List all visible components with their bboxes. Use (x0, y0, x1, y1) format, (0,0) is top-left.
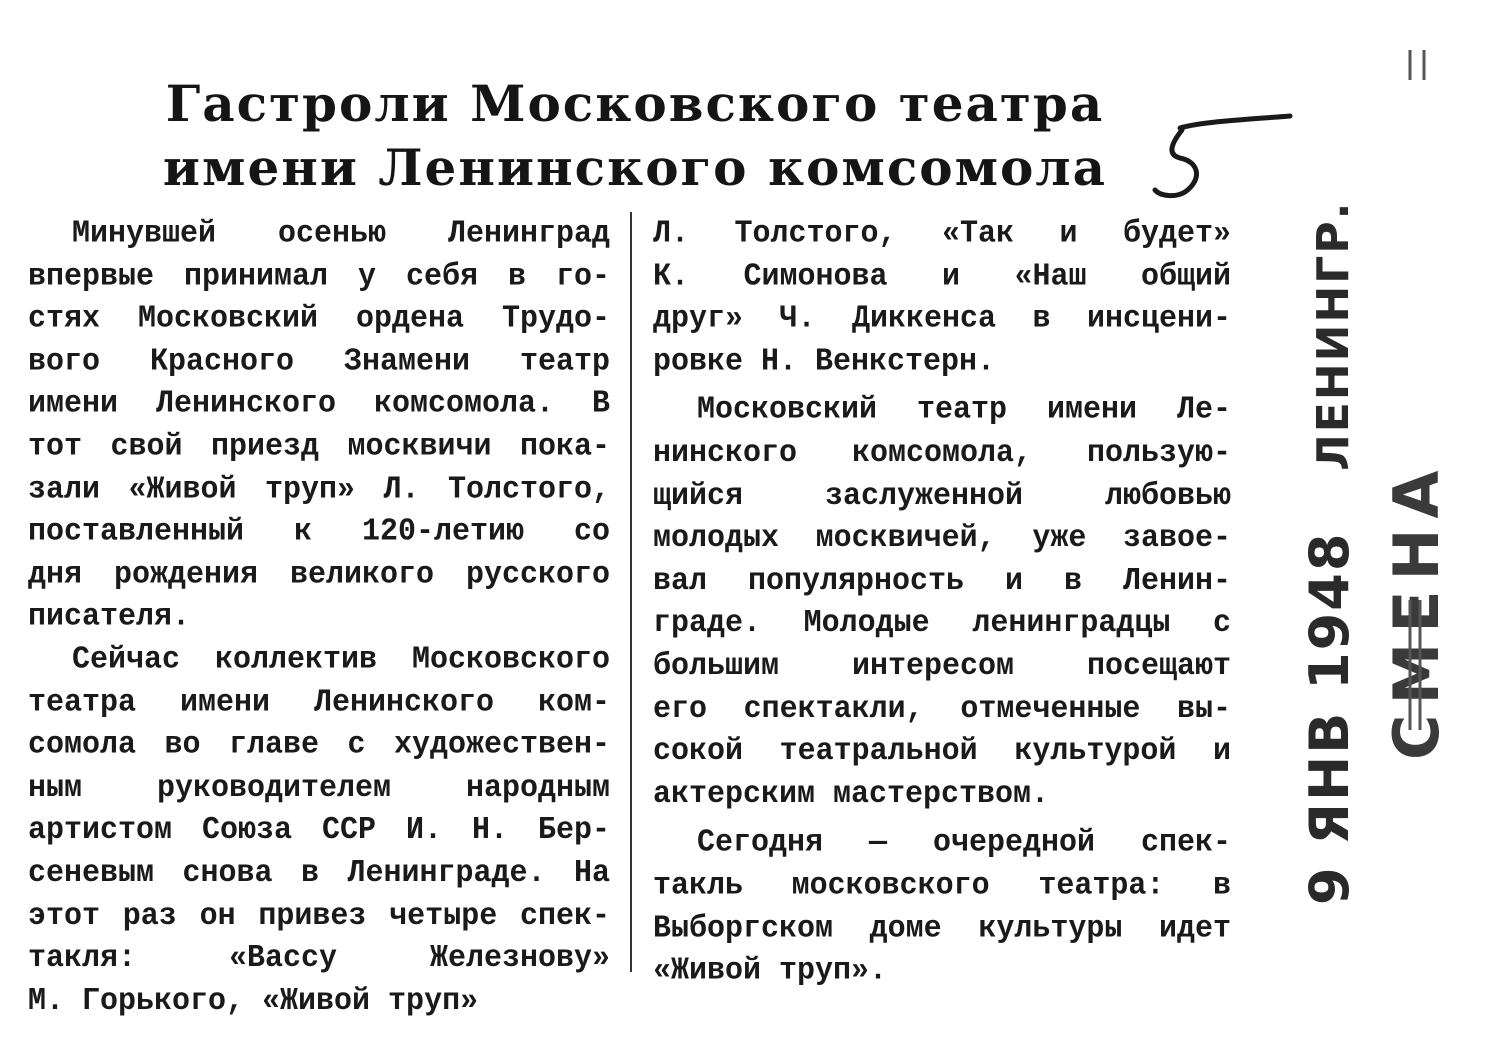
date-stamp-text: 9 ЯНВ 1948 (1298, 531, 1361, 905)
paragraph (653, 213, 1231, 383)
city-stamp-text: ЛЕНИНГР. (1308, 200, 1359, 471)
text-line: впервые принимал у себя в го- (28, 258, 610, 295)
text-line: «Живой труп». (653, 953, 888, 990)
text-line: тот свой приезд москвичи пока- (28, 429, 610, 465)
text-line: такль московского театра: в (653, 868, 1231, 904)
text-line: Сегодня — очередной спек- (697, 825, 1231, 862)
text-line: Л. Толстого, «Так и будет» (653, 216, 1231, 252)
right-column (653, 213, 1231, 993)
text-line: актерским мастерством. (653, 776, 1050, 813)
article-headline (150, 72, 1120, 200)
text-line: вал популярность и в Ленин- (653, 563, 1231, 600)
text-line: поставленный к 120-летию со (28, 514, 610, 551)
date-stamp (1298, 201, 1361, 905)
text-line: М. Горького, «Живой труп» (28, 983, 479, 1020)
paragraph (653, 390, 1231, 816)
text-line: щийся заслуженной любовью (653, 478, 1231, 514)
text-line: Сейчас коллектив Московского (72, 642, 610, 679)
text-line: ровке Н. Венкстерн. (653, 344, 996, 380)
paragraph (28, 213, 610, 639)
text-line: сомола во главе с художествен- (28, 727, 610, 764)
stamp-ruling-marks (1380, 40, 1440, 740)
text-line: Минувшей осенью Ленинград (72, 216, 610, 252)
text-line: вого Красного Знамени театр (28, 344, 610, 380)
text-line: друг» Ч. Диккенса в инсцени- (653, 301, 1231, 338)
text-line: дня рождения великого русского (28, 557, 610, 593)
left-column (28, 213, 610, 1023)
text-line: Московский театр имени Ле- (697, 392, 1231, 429)
text-line: ным руководителем народным (28, 770, 610, 806)
text-line: писателя. (28, 599, 191, 636)
text-line: его спектакли, отмеченные вы- (653, 691, 1231, 728)
text-line: артистом Союза ССР И. Н. Бер- (28, 812, 610, 849)
text-line: большим интересом посещают (653, 648, 1231, 685)
headline-line-1: Гастроли Московского театра (165, 74, 1105, 133)
text-line: зали «Живой труп» Л. Толстого, (28, 471, 610, 508)
text-line: такля: «Вассу Железнову» (28, 940, 610, 977)
margin-number-text: 5 (1140, 110, 1141, 111)
text-line: сокой театральной культурой и (653, 733, 1231, 770)
text-line: стях Московский ордена Трудо- (28, 301, 610, 338)
text-line: имени Ленинского комсомола. В (28, 386, 610, 423)
text-line: Выборгском доме культуры идет (653, 910, 1231, 947)
paragraph (653, 822, 1231, 992)
paragraph (28, 639, 610, 1023)
text-line: молодых москвичей, уже завое- (653, 520, 1231, 557)
newspaper-stamp-text: СМЕНА (1380, 460, 1453, 760)
handwritten-page-number (1140, 110, 1330, 200)
headline-line-2: имени Ленинского комсомола (162, 138, 1108, 197)
text-line: этот раз он привез четыре спек- (28, 898, 610, 934)
text-line: нинского комсомола, пользую- (653, 435, 1231, 472)
text-line: сеневым снова в Ленинграде. На (28, 855, 610, 892)
column-divider (630, 212, 632, 972)
text-line: К. Симонова и «Наш общий (653, 258, 1231, 295)
text-line: граде. Молодые ленинградцы с (653, 606, 1231, 642)
text-line: театра имени Ленинского ком- (28, 685, 610, 721)
